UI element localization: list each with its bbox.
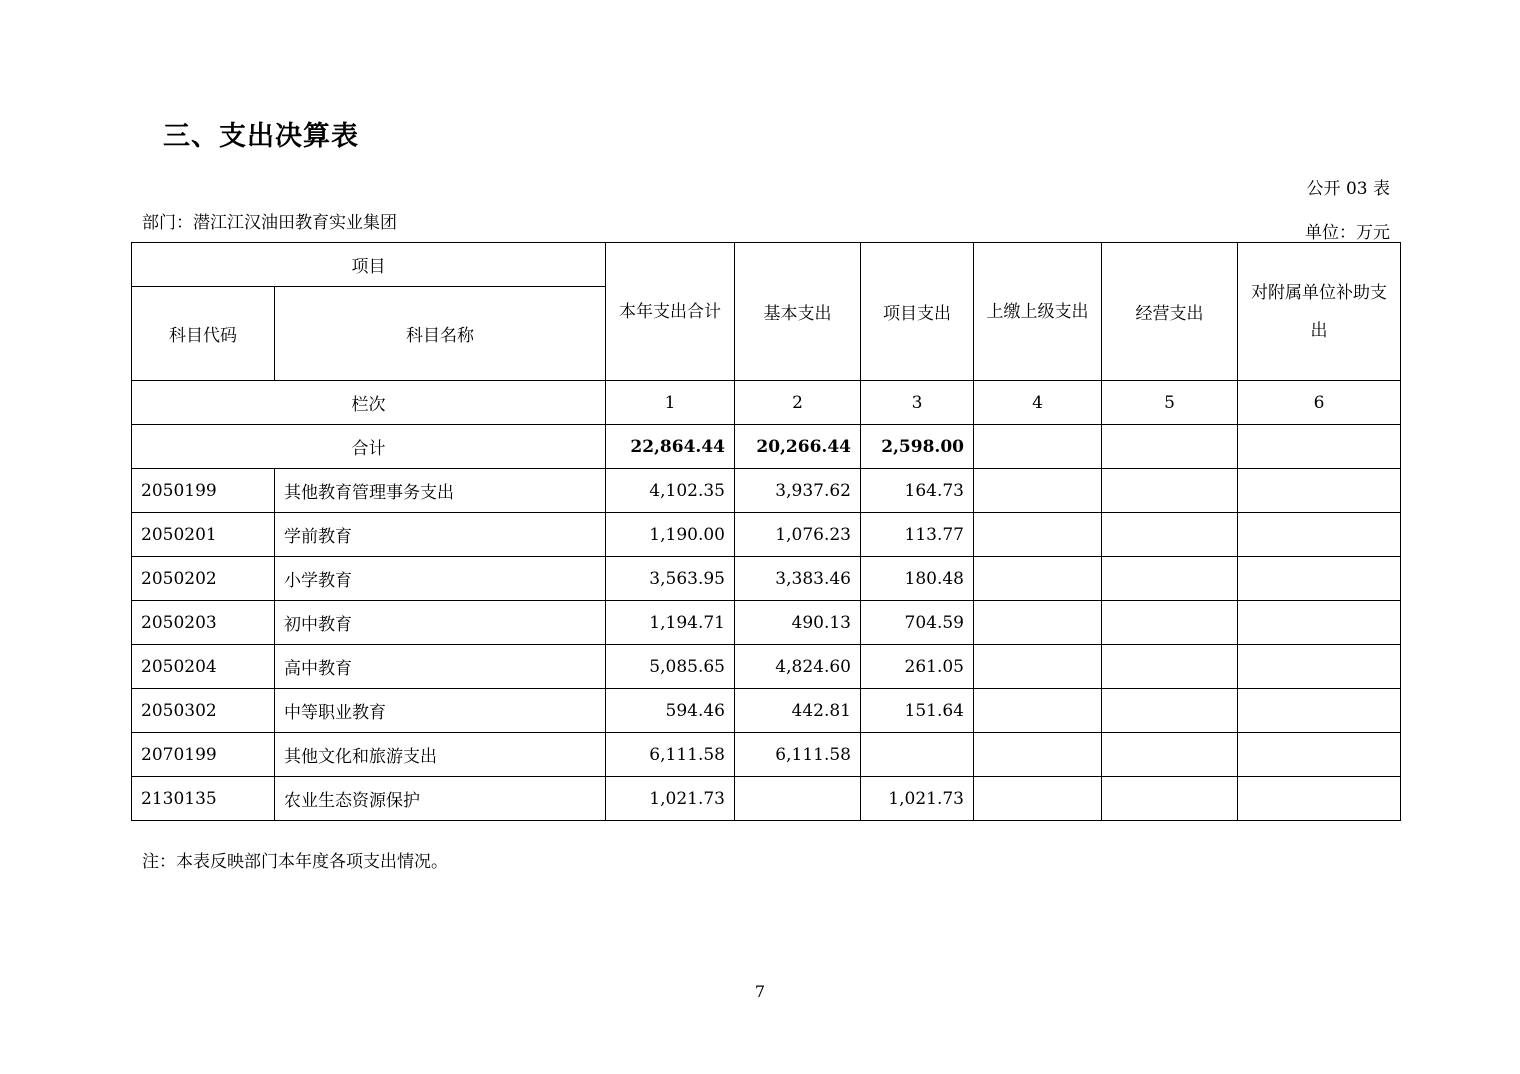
header-project-expense: 项目支出 xyxy=(861,243,974,381)
cell-subsidy xyxy=(1238,557,1401,601)
cell-name: 其他教育管理事务支出 xyxy=(275,469,606,513)
cell-basic: 6,111.58 xyxy=(735,733,861,777)
column-number: 5 xyxy=(1102,381,1238,425)
cell-basic xyxy=(735,777,861,821)
table-row xyxy=(132,689,1401,733)
cell-upper xyxy=(974,645,1102,689)
cell-code: 2050203 xyxy=(132,601,275,645)
cell-basic: 1,076.23 xyxy=(735,513,861,557)
cell-business xyxy=(1102,689,1238,733)
total-basic: 20,266.44 xyxy=(735,425,861,469)
cell-subsidy xyxy=(1238,469,1401,513)
total-project: 2,598.00 xyxy=(861,425,974,469)
header-total: 本年支出合计 xyxy=(606,243,735,381)
cell-subsidy xyxy=(1238,645,1401,689)
total-total: 22,864.44 xyxy=(606,425,735,469)
column-number: 1 xyxy=(606,381,735,425)
total-business xyxy=(1102,425,1238,469)
table-row xyxy=(132,645,1401,689)
table-note: 注：本表反映部门本年度各项支出情况。 xyxy=(142,852,448,872)
cell-code: 2070199 xyxy=(132,733,275,777)
cell-basic: 3,937.62 xyxy=(735,469,861,513)
cell-upper xyxy=(974,469,1102,513)
column-number: 2 xyxy=(735,381,861,425)
cell-total: 1,021.73 xyxy=(606,777,735,821)
cell-subsidy xyxy=(1238,689,1401,733)
column-number-label: 栏次 xyxy=(132,381,606,425)
column-number-row xyxy=(132,381,1401,425)
cell-basic: 4,824.60 xyxy=(735,645,861,689)
cell-name: 其他文化和旅游支出 xyxy=(275,733,606,777)
cell-basic: 442.81 xyxy=(735,689,861,733)
cell-total: 1,190.00 xyxy=(606,513,735,557)
header-project: 项目 xyxy=(132,243,606,287)
cell-project: 180.48 xyxy=(861,557,974,601)
cell-basic: 3,383.46 xyxy=(735,557,861,601)
page-title: 三、支出决算表 xyxy=(163,121,359,152)
cell-code: 2050204 xyxy=(132,645,275,689)
cell-project: 151.64 xyxy=(861,689,974,733)
table-row xyxy=(132,733,1401,777)
cell-name: 高中教育 xyxy=(275,645,606,689)
table-row xyxy=(132,513,1401,557)
cell-business xyxy=(1102,469,1238,513)
total-row xyxy=(132,425,1401,469)
cell-business xyxy=(1102,777,1238,821)
header-basic: 基本支出 xyxy=(735,243,861,381)
unit-label: 单位：万元 xyxy=(1305,223,1390,243)
cell-upper xyxy=(974,777,1102,821)
cell-total: 3,563.95 xyxy=(606,557,735,601)
cell-upper xyxy=(974,689,1102,733)
department-label: 部门：潜江江汉油田教育实业集团 xyxy=(142,213,397,233)
cell-upper xyxy=(974,513,1102,557)
table-row xyxy=(132,601,1401,645)
cell-upper xyxy=(974,733,1102,777)
total-upper xyxy=(974,425,1102,469)
cell-subsidy xyxy=(1238,601,1401,645)
cell-total: 4,102.35 xyxy=(606,469,735,513)
cell-business xyxy=(1102,601,1238,645)
cell-total: 1,194.71 xyxy=(606,601,735,645)
cell-subsidy xyxy=(1238,777,1401,821)
cell-project: 164.73 xyxy=(861,469,974,513)
cell-basic: 490.13 xyxy=(735,601,861,645)
cell-project xyxy=(861,733,974,777)
cell-business xyxy=(1102,513,1238,557)
form-number: 公开 03 表 xyxy=(1306,179,1390,199)
header-upper: 上缴上级支出 xyxy=(974,243,1102,381)
header-code: 科目代码 xyxy=(132,287,275,381)
cell-name: 学前教育 xyxy=(275,513,606,557)
cell-project: 1,021.73 xyxy=(861,777,974,821)
table-row xyxy=(132,777,1401,821)
header-row-1 xyxy=(132,243,1401,287)
cell-subsidy xyxy=(1238,513,1401,557)
cell-code: 2050302 xyxy=(132,689,275,733)
cell-code: 2050202 xyxy=(132,557,275,601)
cell-business xyxy=(1102,645,1238,689)
expenditure-table xyxy=(131,242,1401,821)
cell-business xyxy=(1102,557,1238,601)
header-subsidy: 对附属单位补助支出 xyxy=(1238,243,1401,381)
table-row xyxy=(132,469,1401,513)
cell-code: 2130135 xyxy=(132,777,275,821)
cell-name: 中等职业教育 xyxy=(275,689,606,733)
cell-total: 6,111.58 xyxy=(606,733,735,777)
cell-project: 261.05 xyxy=(861,645,974,689)
header-business: 经营支出 xyxy=(1102,243,1238,381)
column-number: 6 xyxy=(1238,381,1401,425)
cell-name: 农业生态资源保护 xyxy=(275,777,606,821)
cell-total: 5,085.65 xyxy=(606,645,735,689)
cell-project: 113.77 xyxy=(861,513,974,557)
cell-total: 594.46 xyxy=(606,689,735,733)
total-label: 合计 xyxy=(132,425,606,469)
cell-name: 初中教育 xyxy=(275,601,606,645)
column-number: 4 xyxy=(974,381,1102,425)
cell-subsidy xyxy=(1238,733,1401,777)
header-name: 科目名称 xyxy=(275,287,606,381)
cell-project: 704.59 xyxy=(861,601,974,645)
cell-name: 小学教育 xyxy=(275,557,606,601)
page-number: 7 xyxy=(754,982,766,1001)
total-subsidy xyxy=(1238,425,1401,469)
table-row xyxy=(132,557,1401,601)
cell-code: 2050199 xyxy=(132,469,275,513)
cell-business xyxy=(1102,733,1238,777)
cell-upper xyxy=(974,601,1102,645)
cell-code: 2050201 xyxy=(132,513,275,557)
cell-upper xyxy=(974,557,1102,601)
column-number: 3 xyxy=(861,381,974,425)
